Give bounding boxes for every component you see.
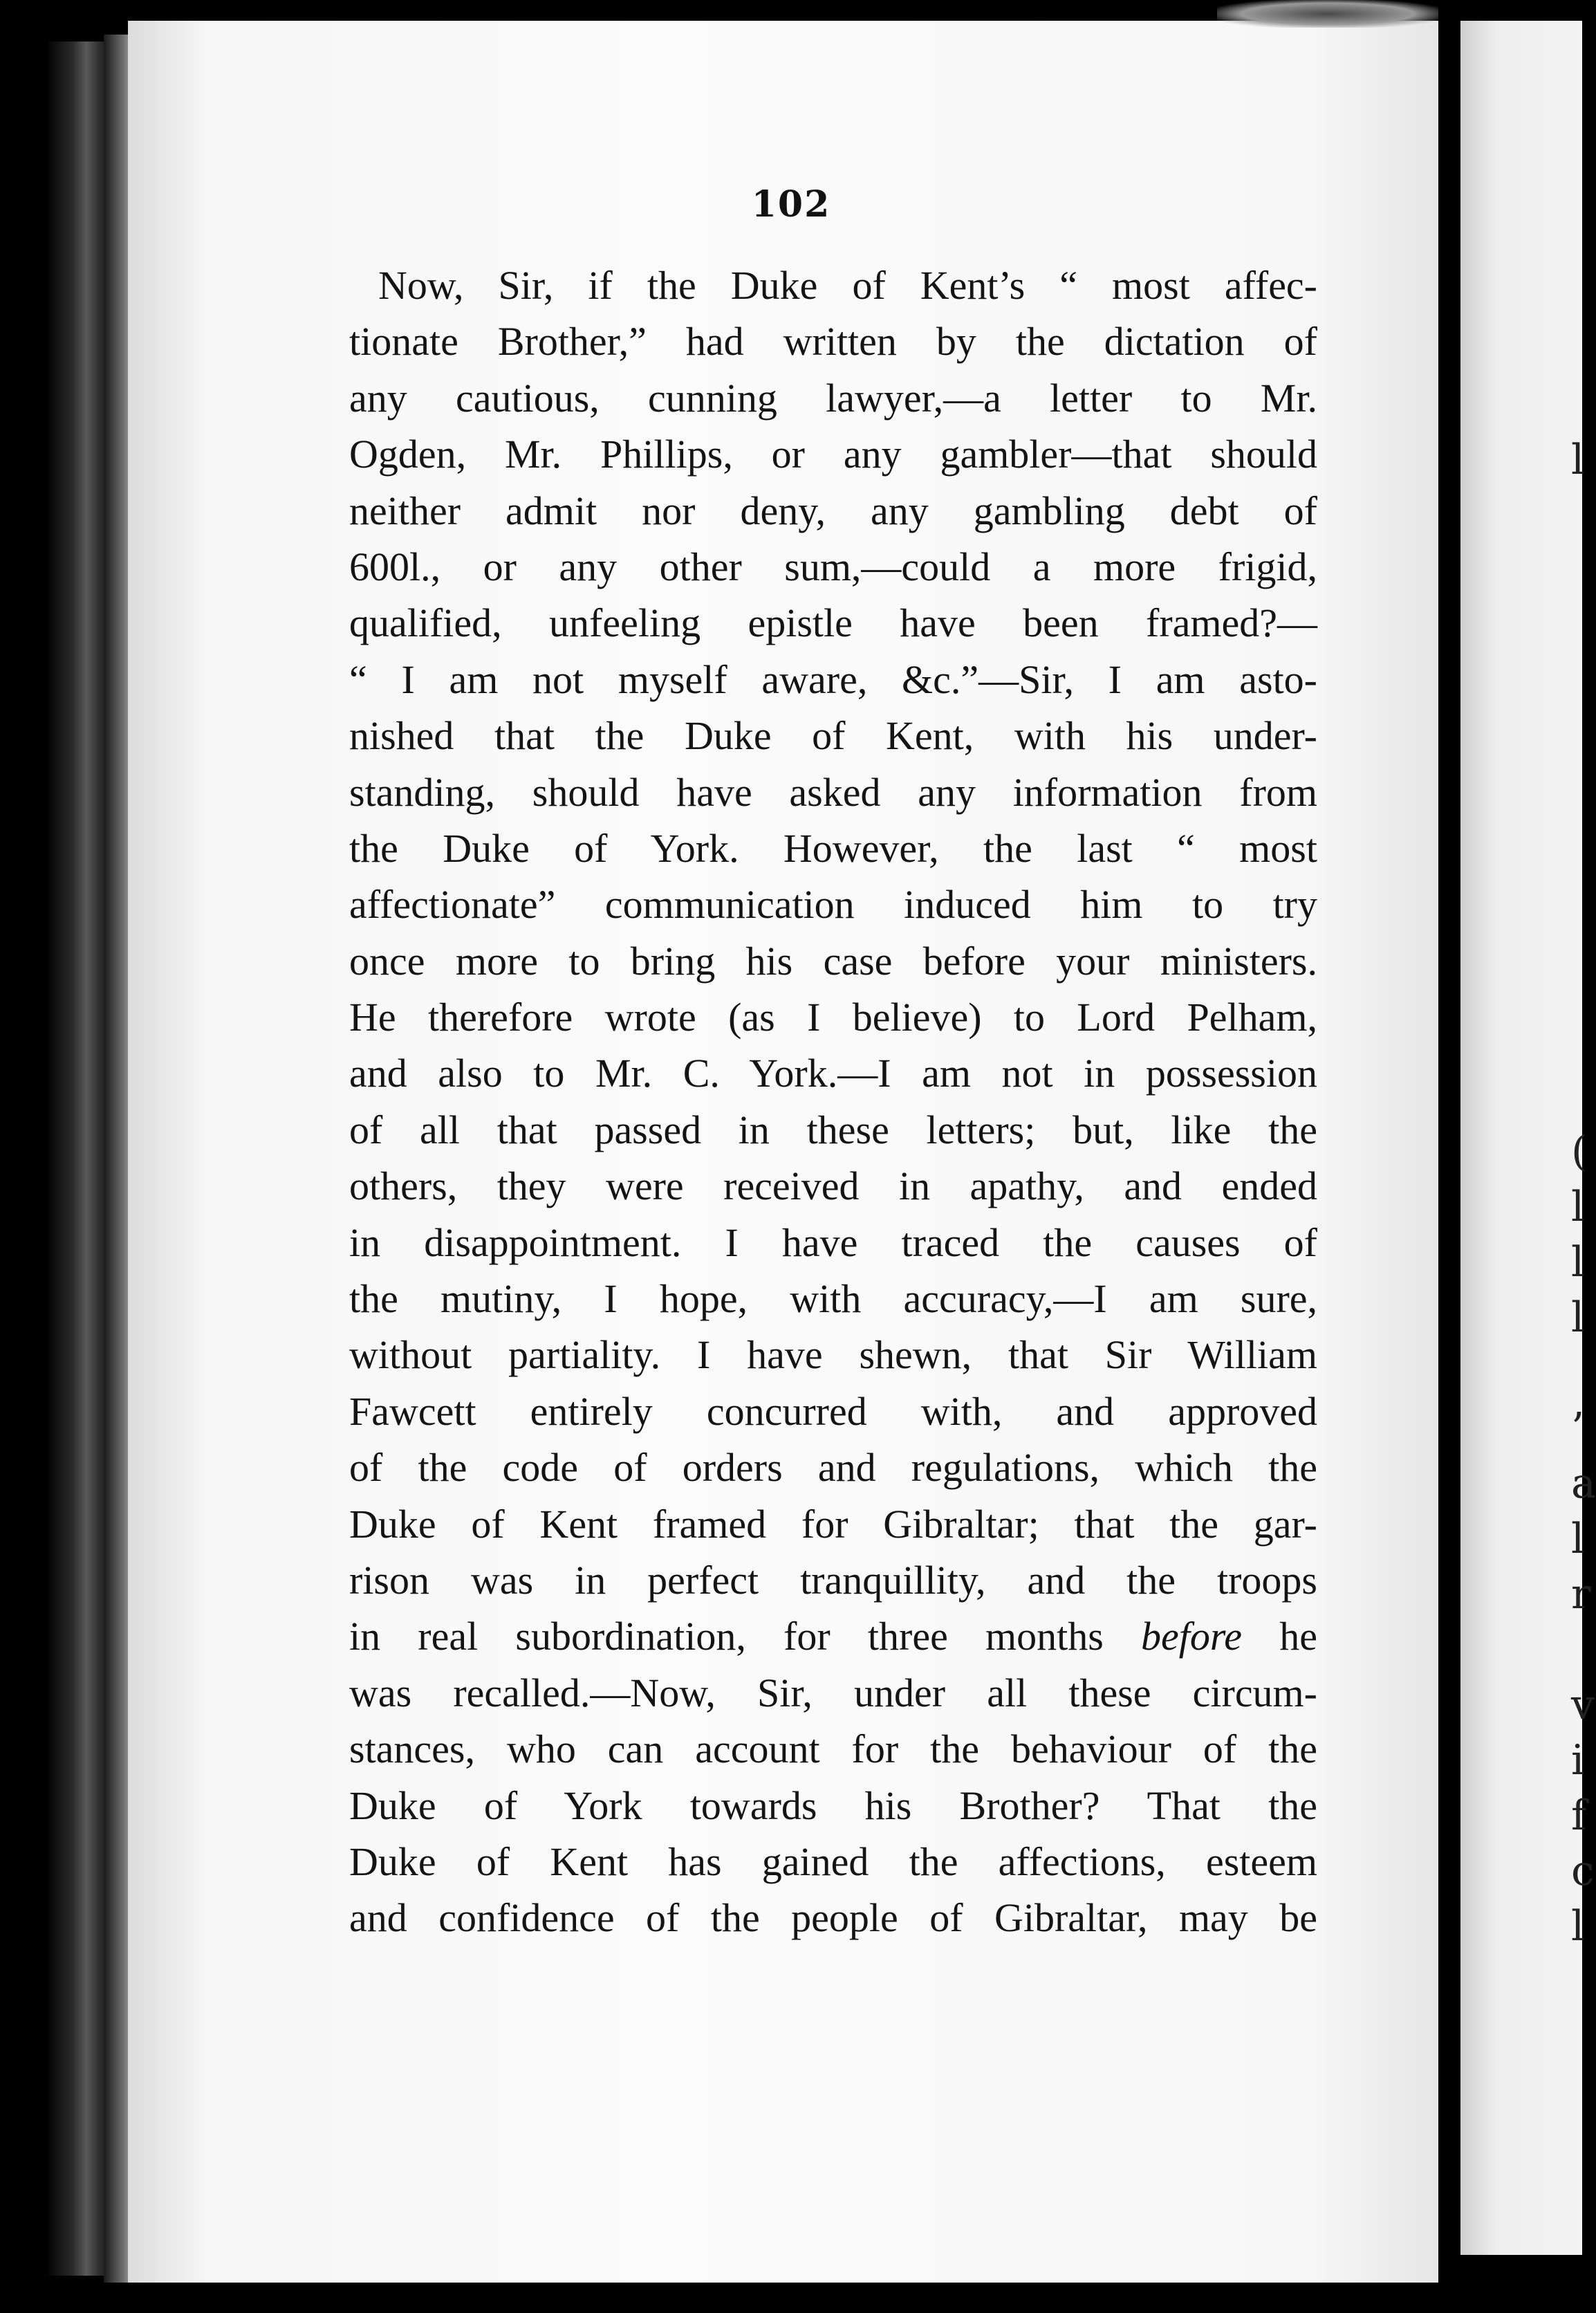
text-line: Now, Sir, if the Duke of Kent’s “ most affec-	[378, 263, 1317, 308]
text-line: any cautious, cunning lawyer,—a letter to Mr.	[349, 375, 1317, 421]
text-line: the mutiny, I hope, with accuracy,—I am sure,	[349, 1276, 1317, 1322]
text-line: rison was in perfect tranquillity, and the troops	[349, 1557, 1317, 1603]
facing-page-glyph: r	[1571, 1570, 1591, 1619]
text-line: Duke of York towards his Brother? That the	[349, 1782, 1317, 1828]
text-line: once more to bring his case before your ministers.	[349, 938, 1317, 984]
text-line: of the code of orders and regulations, which the	[349, 1445, 1317, 1491]
text-line: affectionate” communication induced him to try	[349, 882, 1317, 928]
page-divider	[1438, 0, 1460, 2313]
text-line: He therefore wrote (as I believe) to Lord Pelham,	[349, 995, 1317, 1040]
facing-page-glyph: l	[1571, 1238, 1585, 1287]
text-line: standing, should have asked any information from	[349, 769, 1317, 815]
text-line: Fawcett entirely concurred with, and approved	[349, 1388, 1317, 1434]
facing-page-glyph: c	[1571, 1847, 1595, 1895]
text-line: of all that passed in these letters; but, like the	[349, 1107, 1317, 1152]
text-line: others, they were received in apathy, and ended	[349, 1163, 1317, 1209]
facing-page-glyph: l	[1571, 1293, 1585, 1342]
text-line: without partiality. I have shewn, that Sir William	[349, 1332, 1317, 1378]
facing-page-edge	[1460, 21, 1596, 2255]
facing-page-glyph: i	[1571, 1736, 1585, 1785]
text-line: was recalled.—Now, Sir, under all these circum-	[349, 1670, 1317, 1715]
scan-smudge	[1217, 0, 1438, 28]
text-line: qualified, unfeeling epistle have been framed?—	[349, 600, 1317, 646]
text-line: “ I am not myself aware, &c.”—Sir, I am asto-	[349, 656, 1317, 702]
facing-page-glyph: a	[1571, 1459, 1596, 1508]
facing-page-glyph: l	[1571, 1902, 1585, 1951]
facing-page-glyph: f	[1571, 1791, 1587, 1840]
text-line: and confidence of the people of Gibraltar, may be	[349, 1895, 1317, 1941]
body-text	[349, 257, 1317, 1946]
facing-page-glyph: ’	[1571, 1404, 1585, 1453]
text-line: the Duke of York. However, the last “ most	[349, 825, 1317, 871]
text-line: 600l., or any other sum,—could a more frigid,	[349, 544, 1317, 589]
text-line: in disappointment. I have traced the causes of	[349, 1219, 1317, 1265]
text-segment: he	[1242, 1614, 1317, 1659]
text-line: Ogden, Mr. Phillips, or any gambler—that should	[349, 432, 1317, 477]
text-segment: in real subordination, for three months	[349, 1614, 1142, 1659]
text-line: neither admit nor deny, any gambling debt of	[349, 488, 1317, 533]
facing-page-glyph: l	[1571, 436, 1585, 484]
text-line-with-italic	[349, 1608, 1317, 1664]
text-line: tionate Brother,” had written by the dictation of	[349, 319, 1317, 365]
facing-page-glyph: l	[1571, 1183, 1585, 1231]
text-line: stances, who can account for the behaviour of the	[349, 1726, 1317, 1772]
italic-word: before	[1141, 1614, 1243, 1659]
text-line: nished that the Duke of Kent, with his under-	[349, 713, 1317, 759]
facing-page-glyph: (	[1571, 1127, 1588, 1176]
facing-page-glyph: v	[1571, 1681, 1595, 1729]
text-line: and also to Mr. C. York.—I am not in possession	[349, 1051, 1317, 1096]
facing-page-glyph: l	[1571, 1515, 1585, 1563]
text-line: Duke of Kent framed for Gibraltar; that the gar-	[349, 1501, 1317, 1547]
text-line: Duke of Kent has gained the affections, esteem	[349, 1839, 1317, 1884]
page-number: 102	[751, 183, 831, 225]
